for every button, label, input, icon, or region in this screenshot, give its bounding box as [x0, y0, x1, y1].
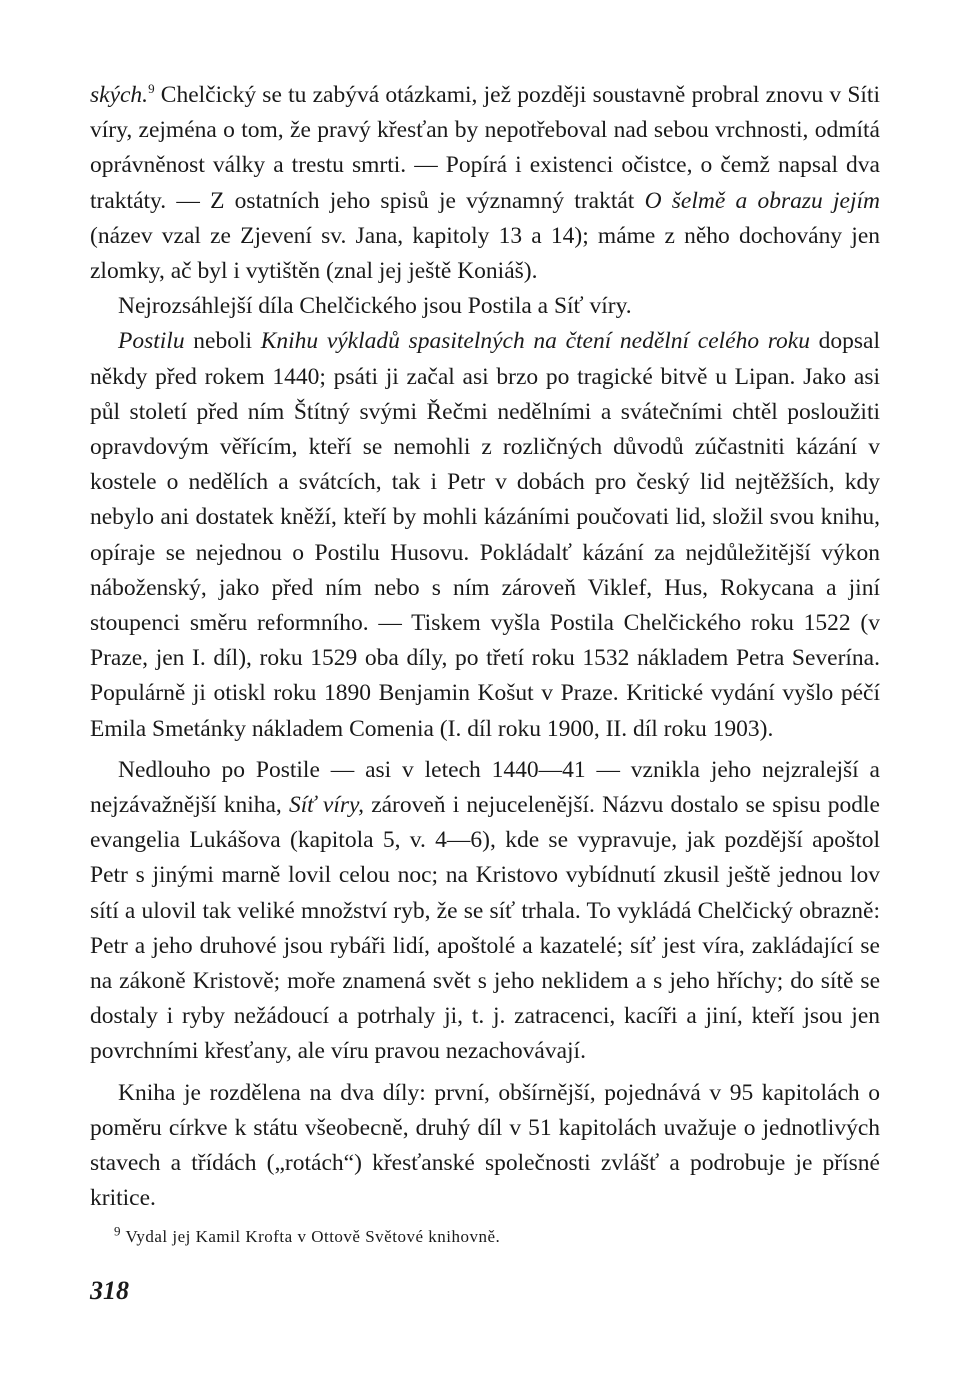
paragraph-5: [90, 1076, 880, 1217]
text-run: Nedlouho po Postile — asi v letech 1440—41 — vznikla jeho nejzralejší a nejzávažnější kniha,: [90, 756, 880, 819]
book-title: Síť víry,: [288, 792, 365, 819]
footnote: [114, 1222, 880, 1249]
text-run: zároveň i nejucelenější. Názvu dostalo se spisu podle evangelia Lukášova (kapitola 5, v. 4—6), kde se vypravuje, jak pozdější apoštol Petr s jinými marně lovil celou noc; na Kristovo vybídnutí zkusil ještě jednou lov sítí a ulovil tak veliké množství ryb, že se síť trhala. To vykládá Chelčický obrazně: Petr a jeho druhové jsou rybáři lidí, apoštolé a kazatelé; síť jest víra, zakládající se na zákoně Kristově; moře znamená svět s jeho neklidem a s jeho hříchy; do sítě se dostaly i ryby nežádoucí a potrhaly ji, t. j. zatracenci, kacíři a jiní, kteří jsou jen povrchními křesťany, ale víru pravou nezachovávají.: [90, 792, 880, 1065]
paragraph-2: [90, 289, 880, 324]
italic-fragment: ských.: [90, 82, 149, 108]
footnote-text: Vydal jej Kamil Krofta v Ottově Světové knihovně.: [121, 1226, 501, 1246]
text-run: Chelčický se tu zabývá otázkami, jež později soustavně probral znovu v Síti víry, zejména o tom, že pravý křesťan by nepotřeboval nad sebou vrchnosti, odmítá oprávněnost války a trestu smrti. — Popírá i existenci očistce, o čemž napsal dva traktáty. — Z ostatních jeho spisů je významný traktát: [90, 82, 880, 214]
book-title: Postilu: [118, 328, 185, 355]
page-number: 318: [90, 1276, 129, 1305]
text-run: neboli: [184, 328, 261, 355]
paragraph-4: [90, 753, 880, 1070]
paragraph-3: [90, 324, 880, 746]
paragraph-1: [90, 78, 880, 289]
footnote-number: 9: [114, 1222, 121, 1238]
text-run: Nejrozsáhlejší díla Chelčického jsou Postila a Síť víry.: [118, 293, 632, 320]
book-title: O šelmě a obrazu jejím: [644, 187, 880, 214]
text-run: dopsal někdy před rokem 1440; psáti ji začal asi brzo po tragické bitvě u Lipan. Jako asi půl století před ním Štítný svými Řečmi nedělními a svátečními chtěl posloužiti opravdovým věřícím, kteří se nemohli z rozličných důvodů zúčastniti kázání v kostele o nedělích a svátcích, tak i Petr v dobách pro český lid nejtěžších, kdy nebylo ani dostatek kněží, kteří by mohli kázáními poučovati lid, složil svou knihu, opíraje se nejednou o Postilu Husovu. Pokládalť kázání za nejdůležitější výkon náboženský, jako před ním nebo s ním zároveň Viklef, Hus, Rokycana a jiní stoupenci směru reformního. — Tiskem vyšla Postila Chelčického roku 1522 (v Praze, jen I. díl), roku 1529 oba díly, po třetí roku 1532 nákladem Petra Severína. Populárně ji otiskl roku 1890 Benjamin Košut v Praze. Kritické vydání vyšlo péčí Emila Smetánky nákladem Comenia (I. díl roku 1900, II. díl roku 1903).: [90, 328, 880, 742]
page-body: [90, 78, 880, 1249]
text-run: Kniha je rozdělena na dva díly: první, obšírnější, pojednává v 95 kapitolách o poměru církve k státu všeobecně, druhý díl v 51 kapitolách uvažuje o jednotlivých stavech a třídách („rotách“) křesťanské společnosti zvlášť a podrobuje je přísné kritice.: [90, 1079, 880, 1212]
footnote-ref: 9: [148, 81, 155, 97]
text-run: (název vzal ze Zjevení sv. Jana, kapitoly 13 a 14); máme z něho dochovány jen zlomky, ač byl i vytištěn (znal jej ještě Koniáš).: [90, 222, 880, 285]
book-title: Knihu výkladů spasitelných na čtení nedělní celého roku: [260, 328, 810, 355]
